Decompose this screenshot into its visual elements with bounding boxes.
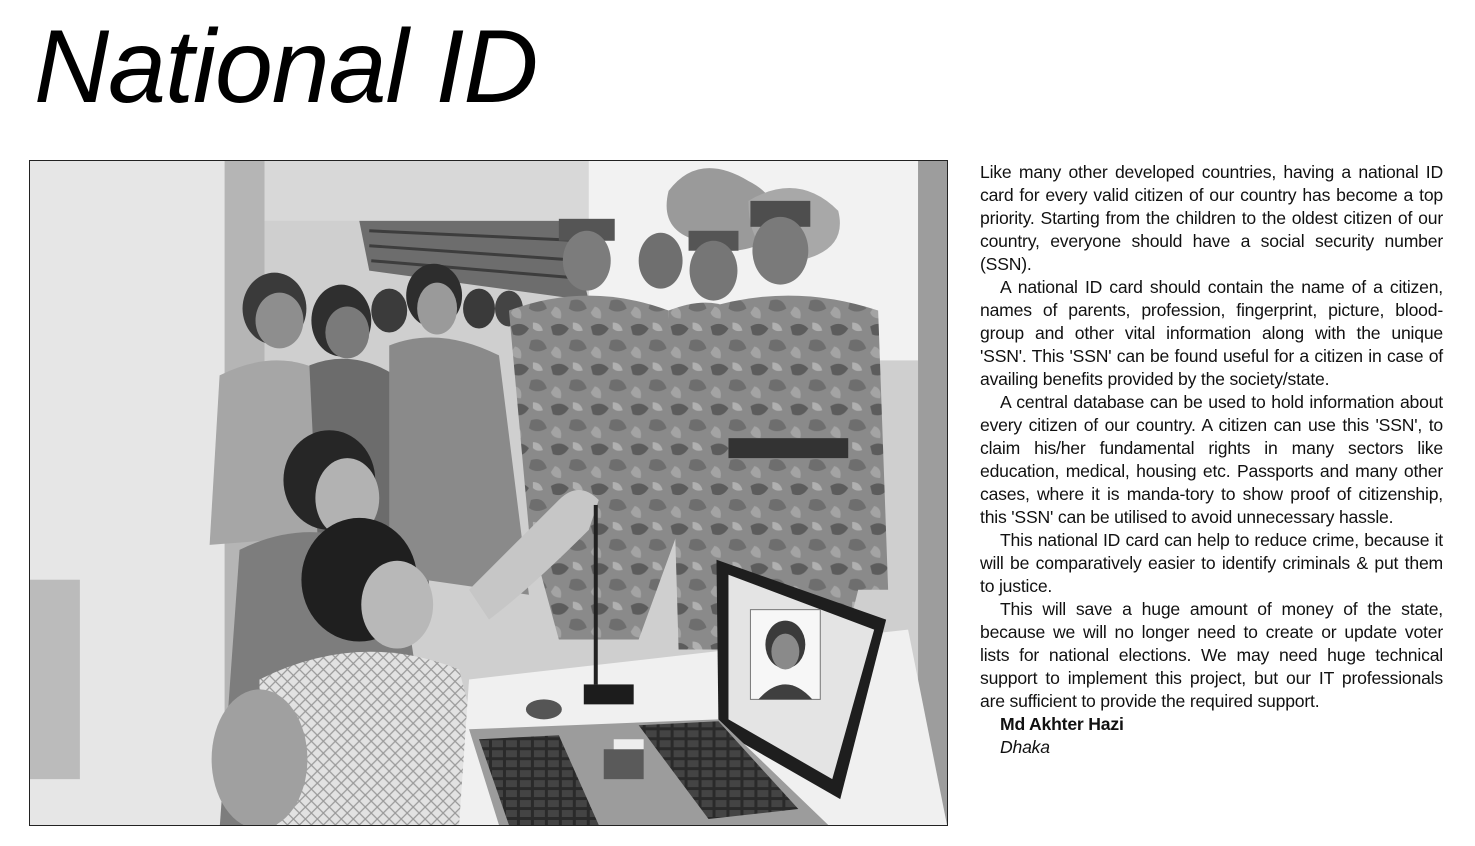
article-paragraph: Like many other developed countries, having a national ID card for every valid citizen of our country has become a top priority. Starting from the children to the oldest citizen of our country, everyone should have a social security number (SSN).: [980, 162, 1443, 274]
article-paragraph: This national ID card can help to reduce crime, because it will be comparatively easier to identify criminals & put them to justice.: [980, 530, 1443, 596]
portrait-photo-icon: [750, 610, 820, 700]
author-location: Dhaka: [1000, 737, 1050, 757]
article-body: [980, 161, 1443, 759]
news-photo: [29, 160, 948, 826]
headline: National ID: [34, 9, 538, 125]
article-paragraph: A national ID card should contain the name of a citizen, names of parents, profession, fingerprint, picture, blood-group and other vital information along with the unique 'SSN'. This 'SSN' can be found useful for a citizen in case of availing benefits provided by the society/state.: [980, 277, 1443, 389]
article-paragraph: This will save a huge amount of money of the state, because we will no longer need to create or update voter lists for national elections. We may need huge technical support to implement this project, but our IT professionals are sufficient to provide the required support.: [980, 599, 1443, 711]
author-name: Md Akhter Hazi: [1000, 714, 1124, 734]
photo-illustration: [30, 161, 947, 825]
article-paragraph: A central database can be used to hold information about every citizen of our country. A citizen can use this 'SSN', to claim his/her fundamental rights in many sectors like education, medical, housing etc. Passports and many other cases, where it is manda-tory to show proof of citizenship, this 'SSN' can be utilised to avoid unnecessary hassle.: [980, 392, 1443, 527]
